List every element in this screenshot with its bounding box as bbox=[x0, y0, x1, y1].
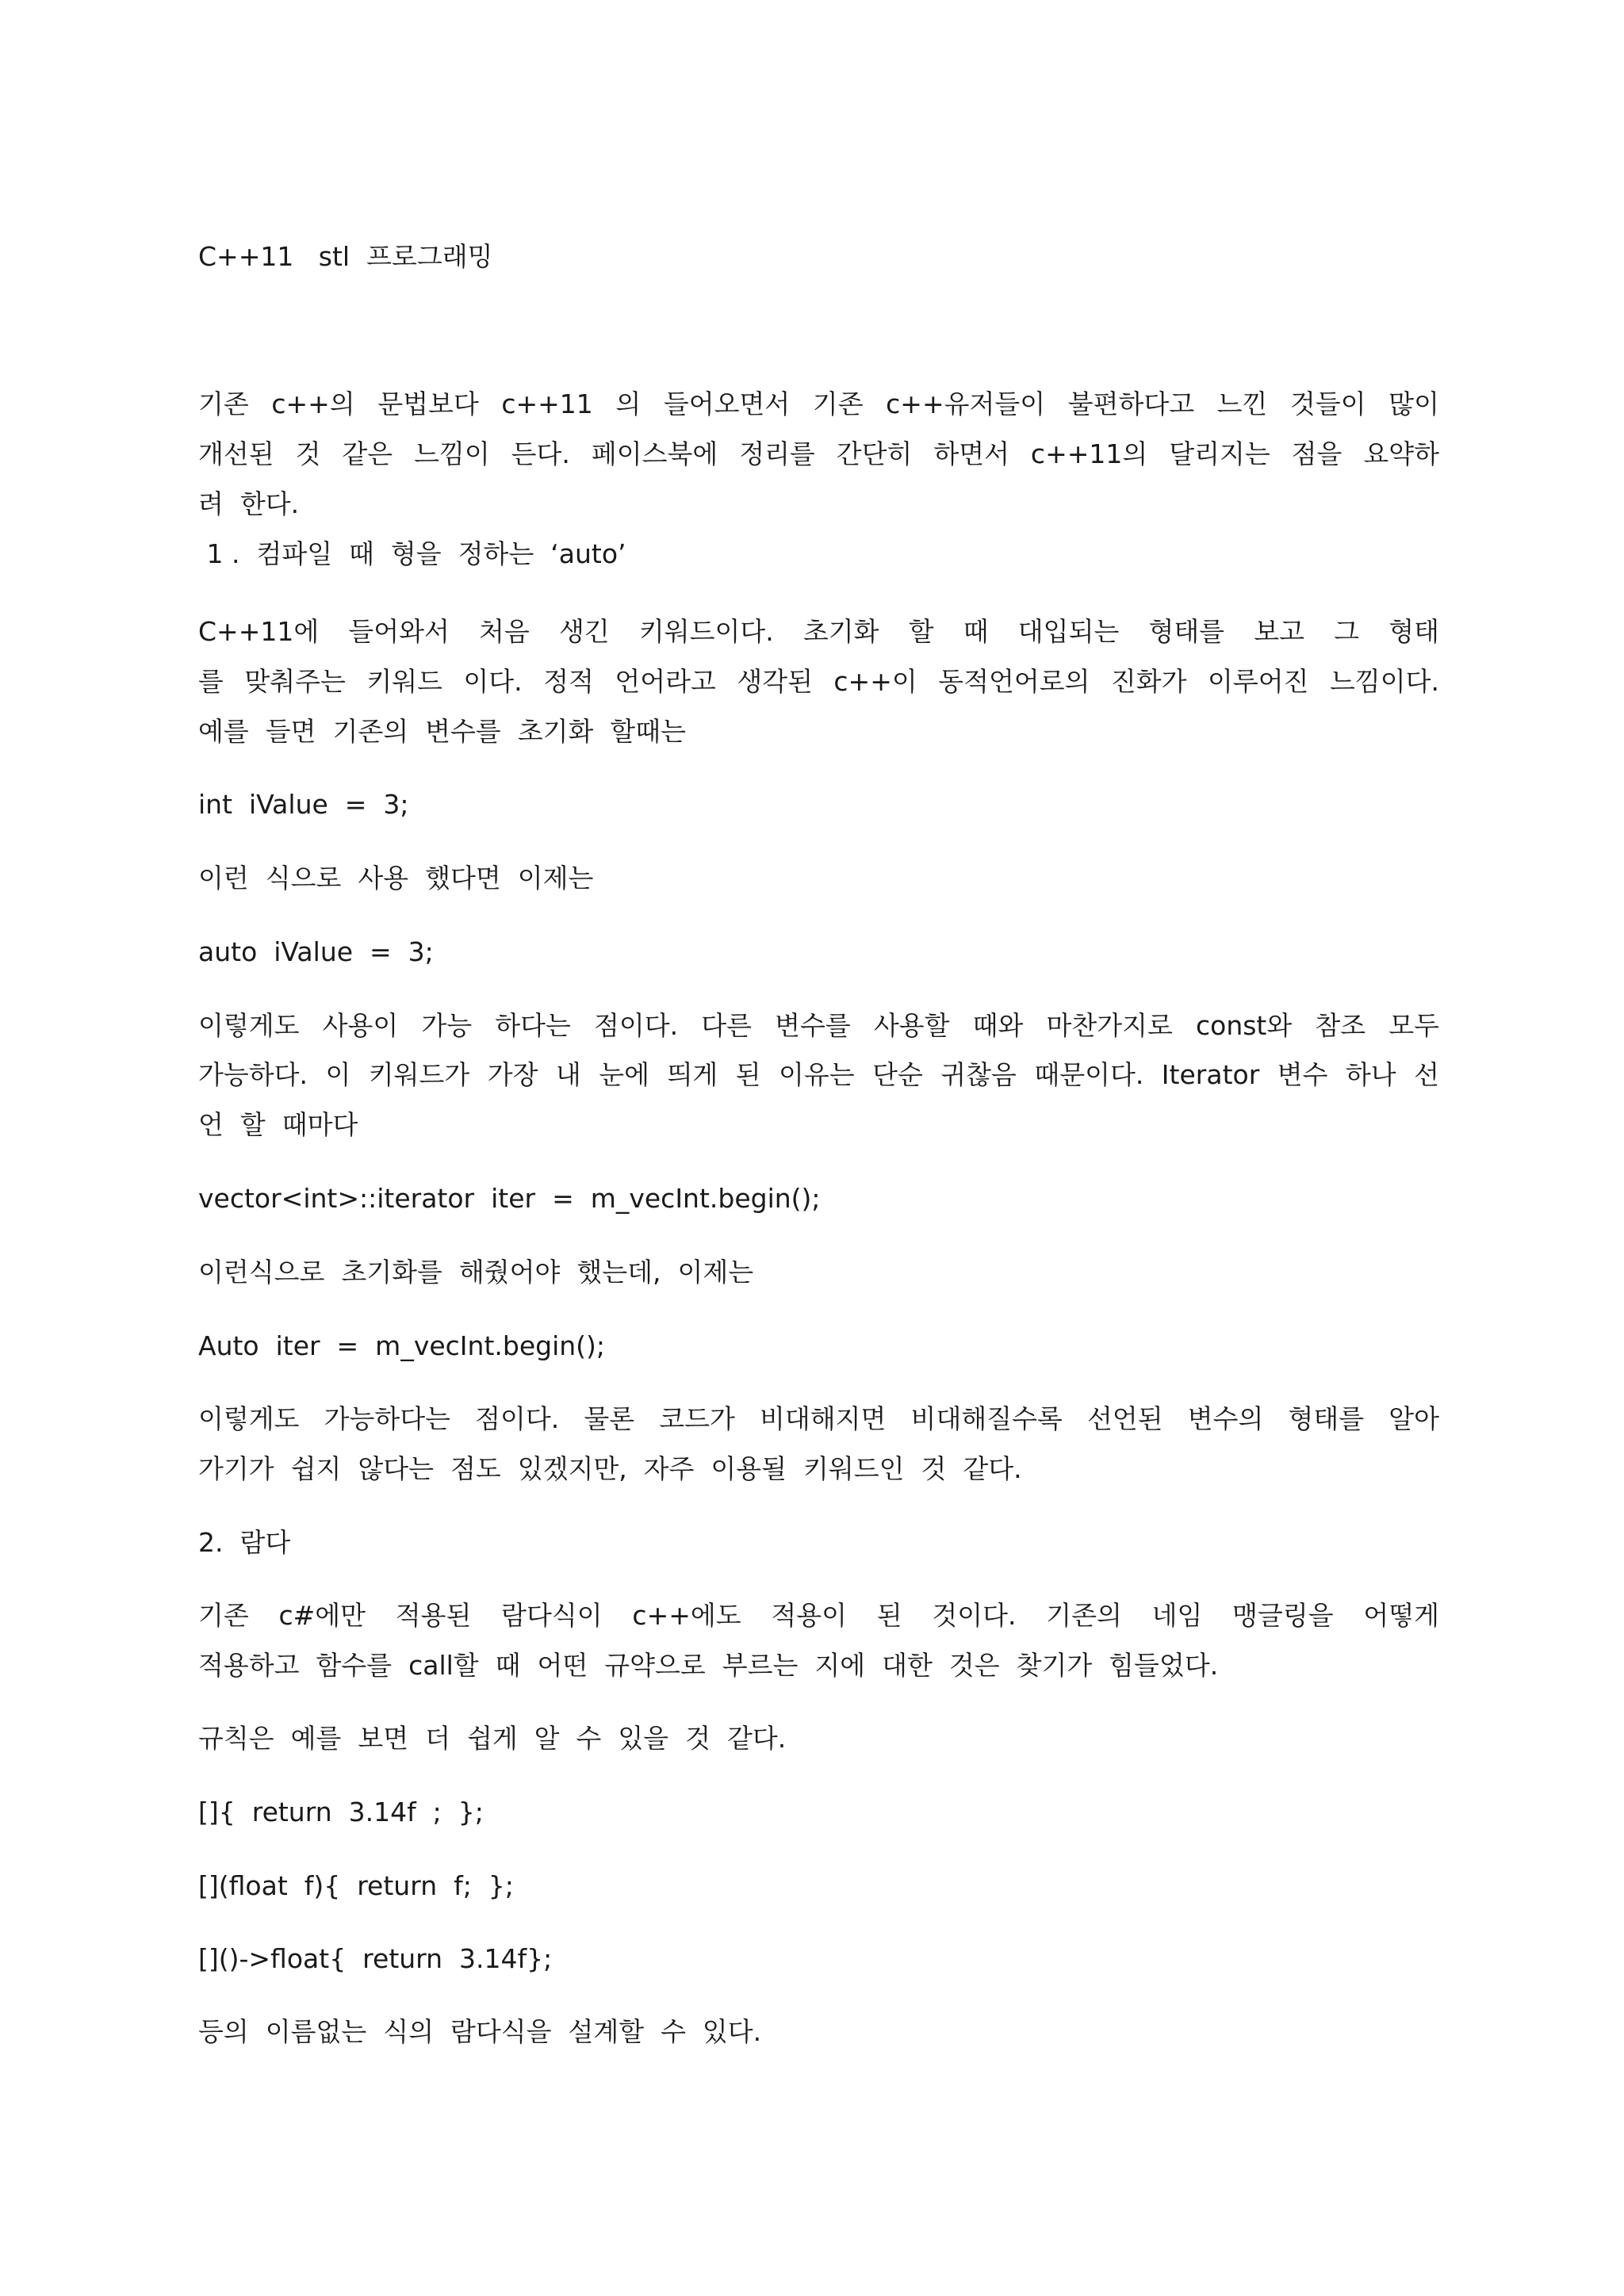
section-2-paragraph-1-line-2: 적용하고 함수를 call할 때 어떤 규약으로 부르는 지에 대한 것은 찾기가 힘들었다. bbox=[198, 1650, 1219, 1681]
section-1-paragraph-4: 이런식으로 초기화를 해줬어야 했는데, 이제는 bbox=[198, 1257, 754, 1288]
code-sample-lambda-1: []{ return 3.14f ; }; bbox=[198, 1797, 484, 1827]
section-2-paragraph-1-line-1: 기존 c#에만 적용된 람다식이 c++에도 적용이 된 것이다. 기존의 네임 맹글링을 어떻게 bbox=[198, 1600, 1439, 1631]
section-2-paragraph-2: 규칙은 예를 보면 더 쉽게 알 수 있을 것 같다. bbox=[198, 1723, 787, 1754]
section-1-paragraph-5-line-1: 이렇게도 가능하다는 점이다. 물론 코드가 비대해지면 비대해질수록 선언된 변수의 형태를 알아 bbox=[198, 1403, 1439, 1434]
section-2-heading: 2. 람다 bbox=[198, 1527, 291, 1558]
section-1-paragraph-2: 이런 식으로 사용 했다면 이제는 bbox=[198, 863, 594, 894]
code-sample-auto: auto iValue = 3; bbox=[198, 936, 434, 967]
intro-line-2: 개선된 것 같은 느낌이 든다. 페이스북에 정리를 간단히 하면서 c++11의 달리지는 점을 요약하 bbox=[198, 438, 1439, 469]
code-sample-iterator: vector<int>::iterator iter = m_vecInt.begin(); bbox=[198, 1183, 821, 1214]
intro-line-3: 려 한다. bbox=[198, 488, 300, 519]
section-1-paragraph-1-line-2: 를 맞춰주는 키워드 이다. 정적 언어라고 생각된 c++이 동적언어로의 진화가 이루어진 느낌이다. bbox=[198, 666, 1439, 697]
intro-line-1: 기존 c++의 문법보다 c++11 의 들어오면서 기존 c++유저들이 불편하다고 느낀 것들이 많이 bbox=[198, 388, 1439, 419]
code-sample-lambda-2: [](float f){ return f; }; bbox=[198, 1870, 514, 1901]
document-title: C++11 stl 프로그래밍 bbox=[198, 241, 493, 272]
section-1-paragraph-1-line-3: 예를 들면 기존의 변수를 초기화 할때는 bbox=[198, 716, 686, 747]
code-sample-auto-iter: Auto iter = m_vecInt.begin(); bbox=[198, 1330, 606, 1361]
section-1-paragraph-3-line-3: 언 할 때마다 bbox=[198, 1109, 358, 1140]
section-1-paragraph-3-line-1: 이렇게도 사용이 가능 하다는 점이다. 다른 변수를 사용할 때와 마찬가지로 const와 참조 모두 bbox=[198, 1010, 1439, 1041]
section-1-paragraph-3-line-2: 가능하다. 이 키워드가 가장 내 눈에 띄게 된 이유는 단순 귀찮음 때문이다. Iterator 변수 하나 선 bbox=[198, 1059, 1439, 1090]
code-sample-lambda-3: []()->float{ return 3.14f}; bbox=[198, 1943, 553, 1974]
section-1-heading: 1 . 컴파일 때 형을 정하는 ‘auto’ bbox=[198, 538, 626, 569]
code-sample-int: int iValue = 3; bbox=[198, 789, 409, 820]
section-1-paragraph-1-line-1: C++11에 들어와서 처음 생긴 키워드이다. 초기화 할 때 대입되는 형태를 보고 그 형태 bbox=[198, 616, 1439, 647]
section-2-paragraph-3: 등의 이름없는 식의 람다식을 설계할 수 있다. bbox=[198, 2016, 762, 2047]
section-1-paragraph-5-line-2: 가기가 쉽지 않다는 점도 있겠지만, 자주 이용될 키워드인 것 같다. bbox=[198, 1453, 1022, 1484]
